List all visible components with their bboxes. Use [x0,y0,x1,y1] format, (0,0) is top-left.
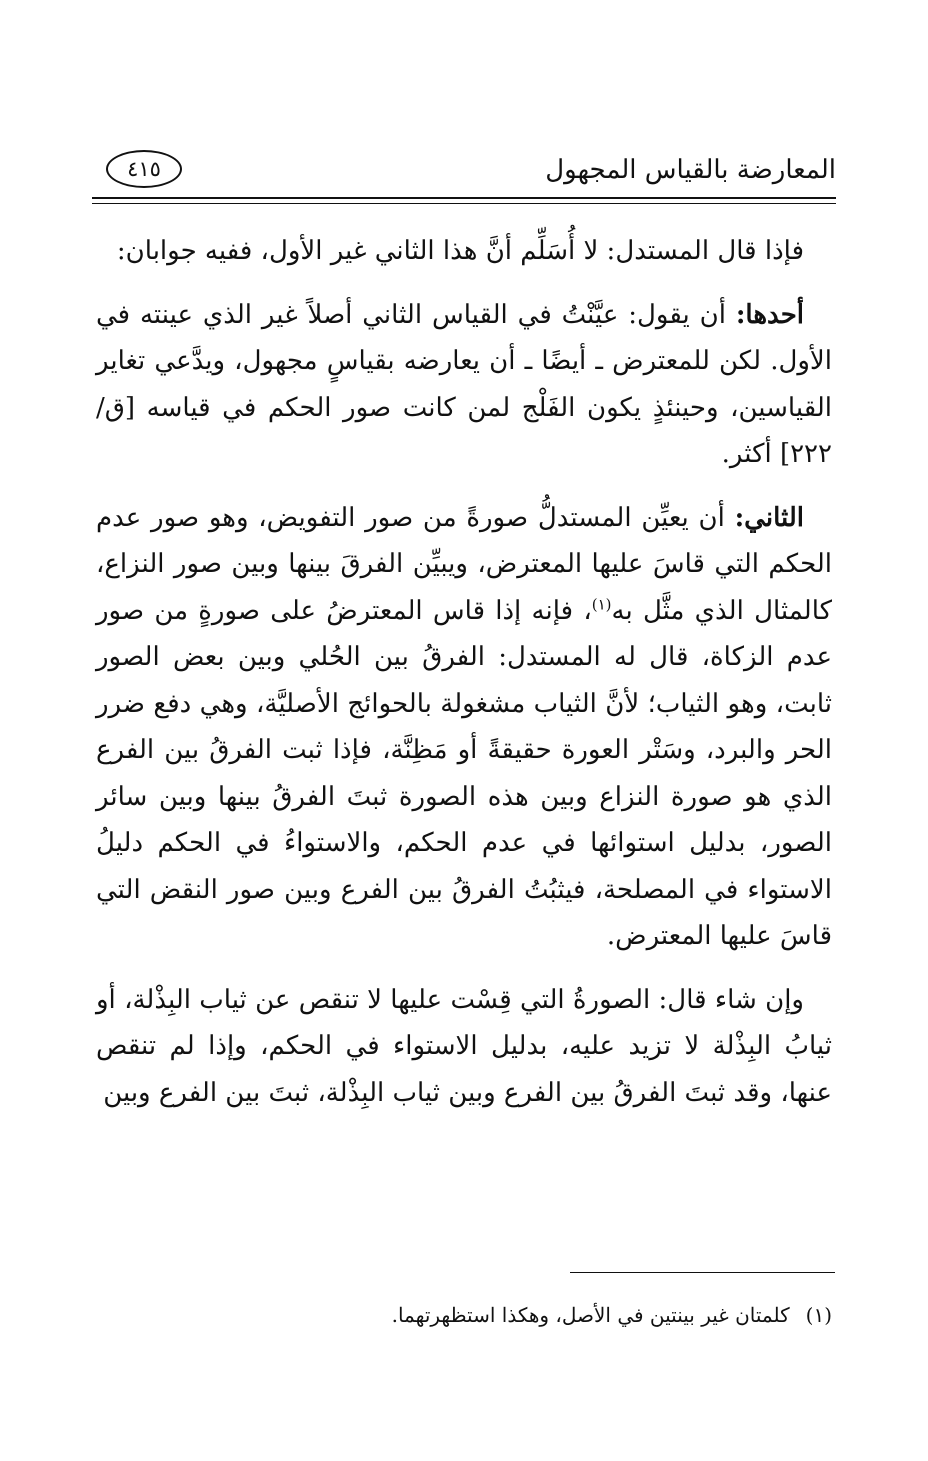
header-rule [92,197,836,199]
paragraph-first-answer [96,292,832,478]
paragraph-lead: الثاني: [734,502,804,533]
main-text [96,228,832,1133]
running-title: المعارضة بالقياس المجهول [545,155,836,185]
paragraph-text: فإذا قال المستدل: لا أُسَلِّم أنَّ هذا الثاني غير الأول، ففيه جوابان: [116,236,804,266]
footnote [96,1300,832,1330]
paragraph-text: أن يعيِّن المستدلُّ صورةً من صور التفويض، وهو صور عدم الحكم التي قاسَ عليها المعترض، ويبيِّن الفرقَ بينها وبين صور النزاع، كالمثال الذي مثَّل به [96,502,832,626]
page-header [92,146,836,194]
footnote-reference[interactable]: (١) [591,594,612,613]
footnote-separator [570,1272,835,1273]
paragraph-objection [96,228,832,275]
paragraph-text-continued: ، فإنه إذا قاس المعترضُ على صورةٍ من صور عدم الزكاة، قال له المستدل: الفرقُ بين الحُلي وبين بعض الصور ثابت، وهو الثياب؛ لأنَّ الثياب مشغولة بالحوائج الأصليَّة، وهي دفع ضرر الحر والبرد، وسَتْر العورة حقيقةً أو مَظِنَّة، فإذا ثبت الفرقُ بين الفرع الذي هو صورة النزاع وبين هذه الصورة ثبتَ الفرقُ بينها وبين سائر الصور، بدليل استوائها في عدم الحكم، والاستواءُ في الحكم دليلُ الاستواء في المصلحة، فيثبُتُ الفرقُ بين الفرع وبين صور النقض التي قاسَ عليها المعترض. [96,595,832,951]
paragraph-text: وإن شاء قال: الصورةُ التي قِسْت عليها لا تنقص عن ثياب البِذْلة، أو ثيابُ البِذْلة لا تزيد عليه، بدليل الاستواء في الحكم، وإذا لم تنقص عنها، وقد ثبتَ الفرقُ بين الفرع وبين ثياب البِذْلة، ثبتَ بين الفرع وبين [96,984,832,1108]
footnote-number: (١) [805,1303,832,1327]
paragraph-lead: أحدها: [735,299,804,330]
header-rule-thin [92,203,836,204]
paragraph-text: أن يقول: عيَّنْتُ في القياس الثاني أصلاً غير الذي عينته في الأول. لكن للمعترض ـ أيضًا ـ أن يعارضه بقياسٍ مجهول، ويدَّعي تغاير القياسين، وحينئذٍ يكون الفَلْج لمن كانت صور الحكم في قياسه [ق/ ٢٢٢] أكثر. [96,299,832,469]
paragraph-second-answer [96,495,832,960]
page-number: ٤١٥ [106,150,182,188]
footnote-text: كلمتان غير بينتين في الأصل، وهكذا استظهرتهما. [391,1303,790,1327]
paragraph-alternative [96,977,832,1117]
